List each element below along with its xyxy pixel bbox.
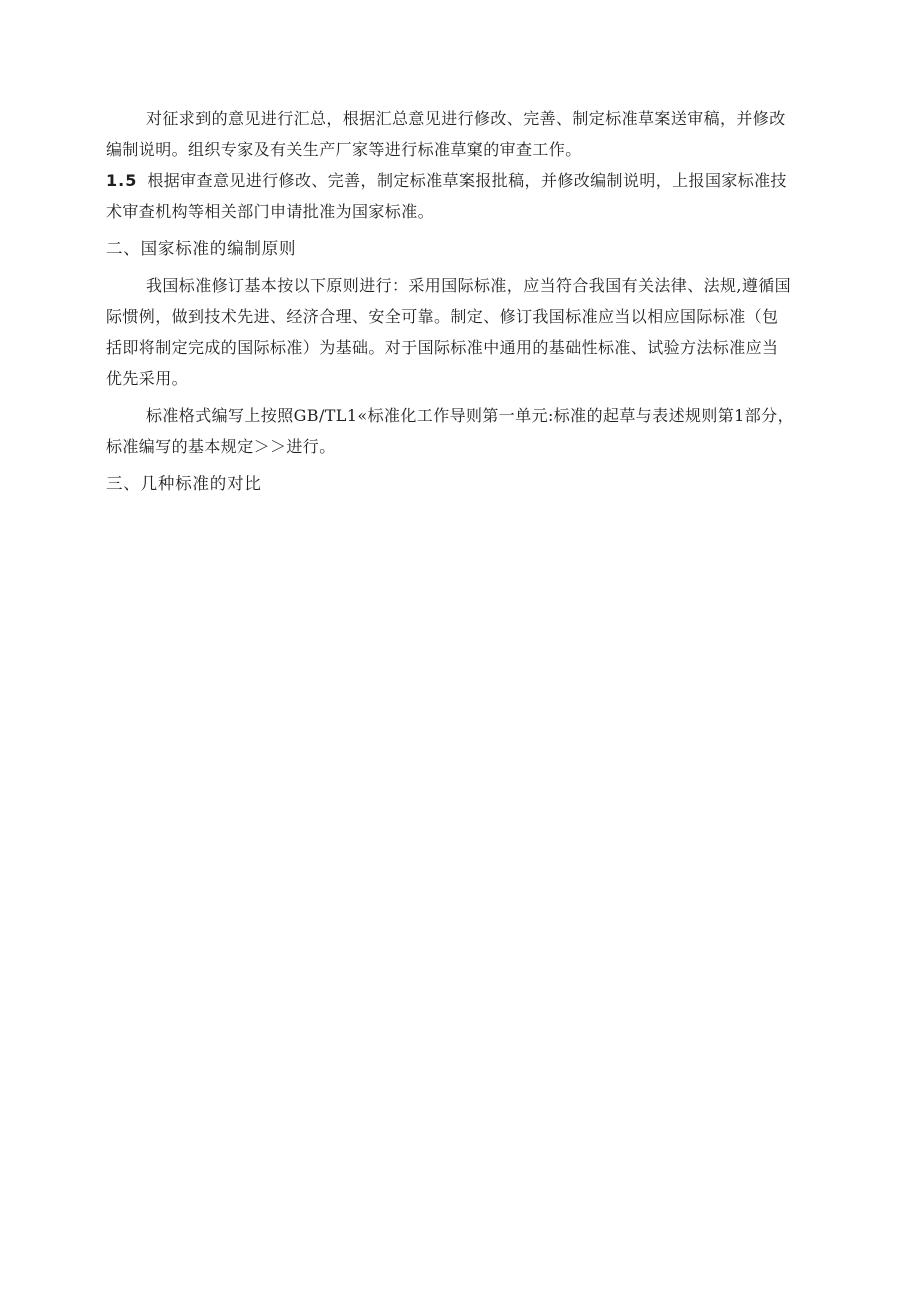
paragraph-line: 术审查机构等相关部门申请批准为国家标准。	[106, 202, 435, 221]
paragraph-format	[106, 400, 828, 462]
document-body	[106, 103, 828, 499]
paragraph-line: 优先采用。	[106, 369, 189, 388]
paragraph-feedback-summary	[106, 103, 828, 165]
paragraph-line: 编制说明。组织专家及有关生产厂家等进行标准草窠的审查工作。	[106, 140, 582, 159]
paragraph-line: 对征求到的意见进行汇总，根据汇总意见进行修改、完善、制定标准草案送审稿，并修改	[146, 109, 786, 128]
item-1-5	[106, 165, 828, 227]
section-heading-comparison: 三、几种标准的对比	[106, 474, 262, 493]
paragraph-line: 标准编写的基本规定＞＞进行。	[106, 437, 336, 456]
item-text: 根据审查意见进行修改、完善，制定标准草案报批稿，并修改编制说明，上报国家标准技	[147, 171, 787, 190]
paragraph-line	[106, 165, 828, 196]
item-number: 1.5	[106, 171, 138, 190]
paragraph-principles	[106, 270, 828, 394]
paragraph-line: 标准格式编写上按照GB/TL1«标准化工作导则第一单元:标准的起草与表述规则第1部分，	[146, 406, 794, 425]
paragraph-line: 我国标准修订基本按以下原则进行：采用国际标准，应当符合我国有关法律、法规,遵循国	[146, 276, 792, 295]
paragraph-line: 际惯例，做到技术先进、经济合理、安全可靠。制定、修订我国标准应当以相应国际标准（包	[106, 307, 779, 326]
section-heading-principles: 二、国家标准的编制原则	[106, 239, 297, 258]
paragraph-line: 括即将制定完成的国际标准）为基础。对于国际标准中通用的基础性标准、试验方法标准应当	[106, 338, 779, 357]
